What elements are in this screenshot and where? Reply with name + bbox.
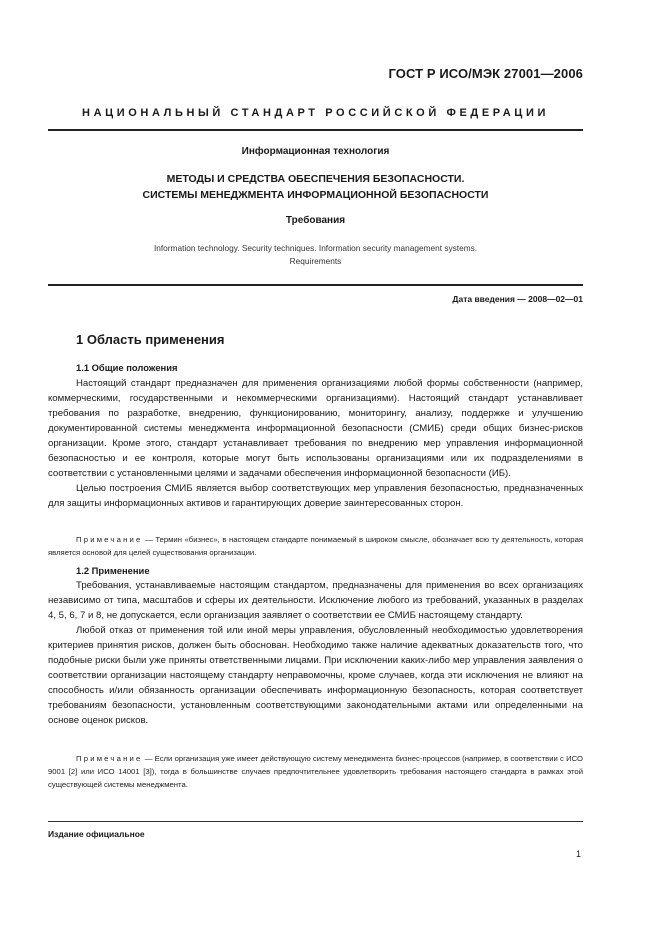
english-title-line-1: Information technology. Security techniques. Information security management systems.	[153, 243, 478, 253]
note-text: — Термин «бизнес», в настоящем стандарте понимаемый в широком смысле, обозначает всю ту деятельность, которая является основой для целей существования организации.	[48, 535, 584, 557]
paragraph: Целью построения СМИБ является выбор соответствующих мер управления безопасностью, предназначенных для защиты информационных активов и гарантирующих доверие заинтересованных сторон.	[48, 483, 583, 509]
subtitle: Требования	[285, 215, 346, 226]
note-text: — Если организация уже имеет действующую систему менеджмента бизнес-процессов (например, в соответствии с ИСО 9001 [2] или ИСО 14001 [3]), тогда в большинстве случаев предпочтительнее удовлетворить требования настоящего стандарта в рамках этой существующей системы менеджмента.	[48, 754, 583, 789]
section-title: 1 Область применения	[76, 332, 225, 347]
note-label: Примечание	[76, 535, 143, 544]
subsection-heading-1-2: 1.2 Применение	[76, 565, 150, 576]
header-divider	[48, 129, 583, 131]
english-title-line-2: Requirements	[289, 256, 342, 266]
footer-divider	[48, 821, 583, 822]
note-1	[48, 533, 583, 559]
subsection-1-2-body	[48, 578, 583, 728]
title-line-2: СИСТЕМЫ МЕНЕДЖМЕНТА ИНФОРМАЦИОННОЙ БЕЗОПАСНОСТИ	[142, 189, 489, 201]
title-line-1: МЕТОДЫ И СРЕДСТВА ОБЕСПЕЧЕНИЯ БЕЗОПАСНОСТИ.	[166, 173, 465, 185]
paragraph: Требования, устанавливаемые настоящим стандартом, предназначены для применения во всех организациях независимо от типа, масштабов и сферы их деятельности. Исключение любого из требований, указанных в разделах 4, 5, 6, 7 и 8, не допускается, если организация заявляет о соответствии ее СМИБ настоящему стандарту.	[48, 580, 583, 621]
subsection-1-1-body	[48, 376, 583, 511]
standard-code: ГОСТ Р ИСО/МЭК 27001—2006	[388, 66, 583, 81]
introduction-date: Дата введения — 2008—02—01	[452, 294, 583, 304]
page-number: 1	[575, 849, 581, 859]
subsection-heading-1-1: 1.1 Общие положения	[76, 362, 178, 373]
title-divider	[48, 284, 583, 286]
official-edition-label: Издание официальное	[48, 829, 145, 839]
national-standard-banner: НАЦИОНАЛЬНЫЙ СТАНДАРТ РОССИЙСКОЙ ФЕДЕРАЦИИ	[82, 107, 549, 119]
note-2	[48, 752, 583, 791]
subject-line: Информационная технология	[241, 146, 390, 157]
note-label: Примечание	[76, 754, 143, 763]
paragraph: Любой отказ от применения той или иной меры управления, обусловленный необходимостью удовлетворения критериев принятия рисков, должен быть обоснован. Необходимо также наличие адекватных доказательств того, что подобные риски были уже приняты ответственными лицами. При исключении каких-либо мер управления заявления о соответствии организации настоящему стандарту неправомочны, кроме случаев, когда эти исключения не влияют на способность и/или обязанность организации обеспечивать информационную безопасность, которая соответствует требованиям безопасности, установленным соответствующими законодательными актами или определенными на основе оценок рисков.	[48, 625, 583, 726]
paragraph: Настоящий стандарт предназначен для применения организациями любой формы собственности (например, коммерческими, государственными и некоммерческими организациями). Настоящий стандарт устанавливает требования по разработке, внедрению, функционированию, мониторингу, анализу, поддержке и улучшению документированной системы менеджмента информационной безопасности (СМИБ) среди общих бизнес-рисков организации. Кроме этого, стандарт устанавливает требования по внедрению мер управления информационной безопасностью и ее контроля, которые могут быть использованы организациями или их подразделениями в соответствии с установленными целями и задачами обеспечения информационной безопасности (ИБ).	[48, 378, 583, 479]
